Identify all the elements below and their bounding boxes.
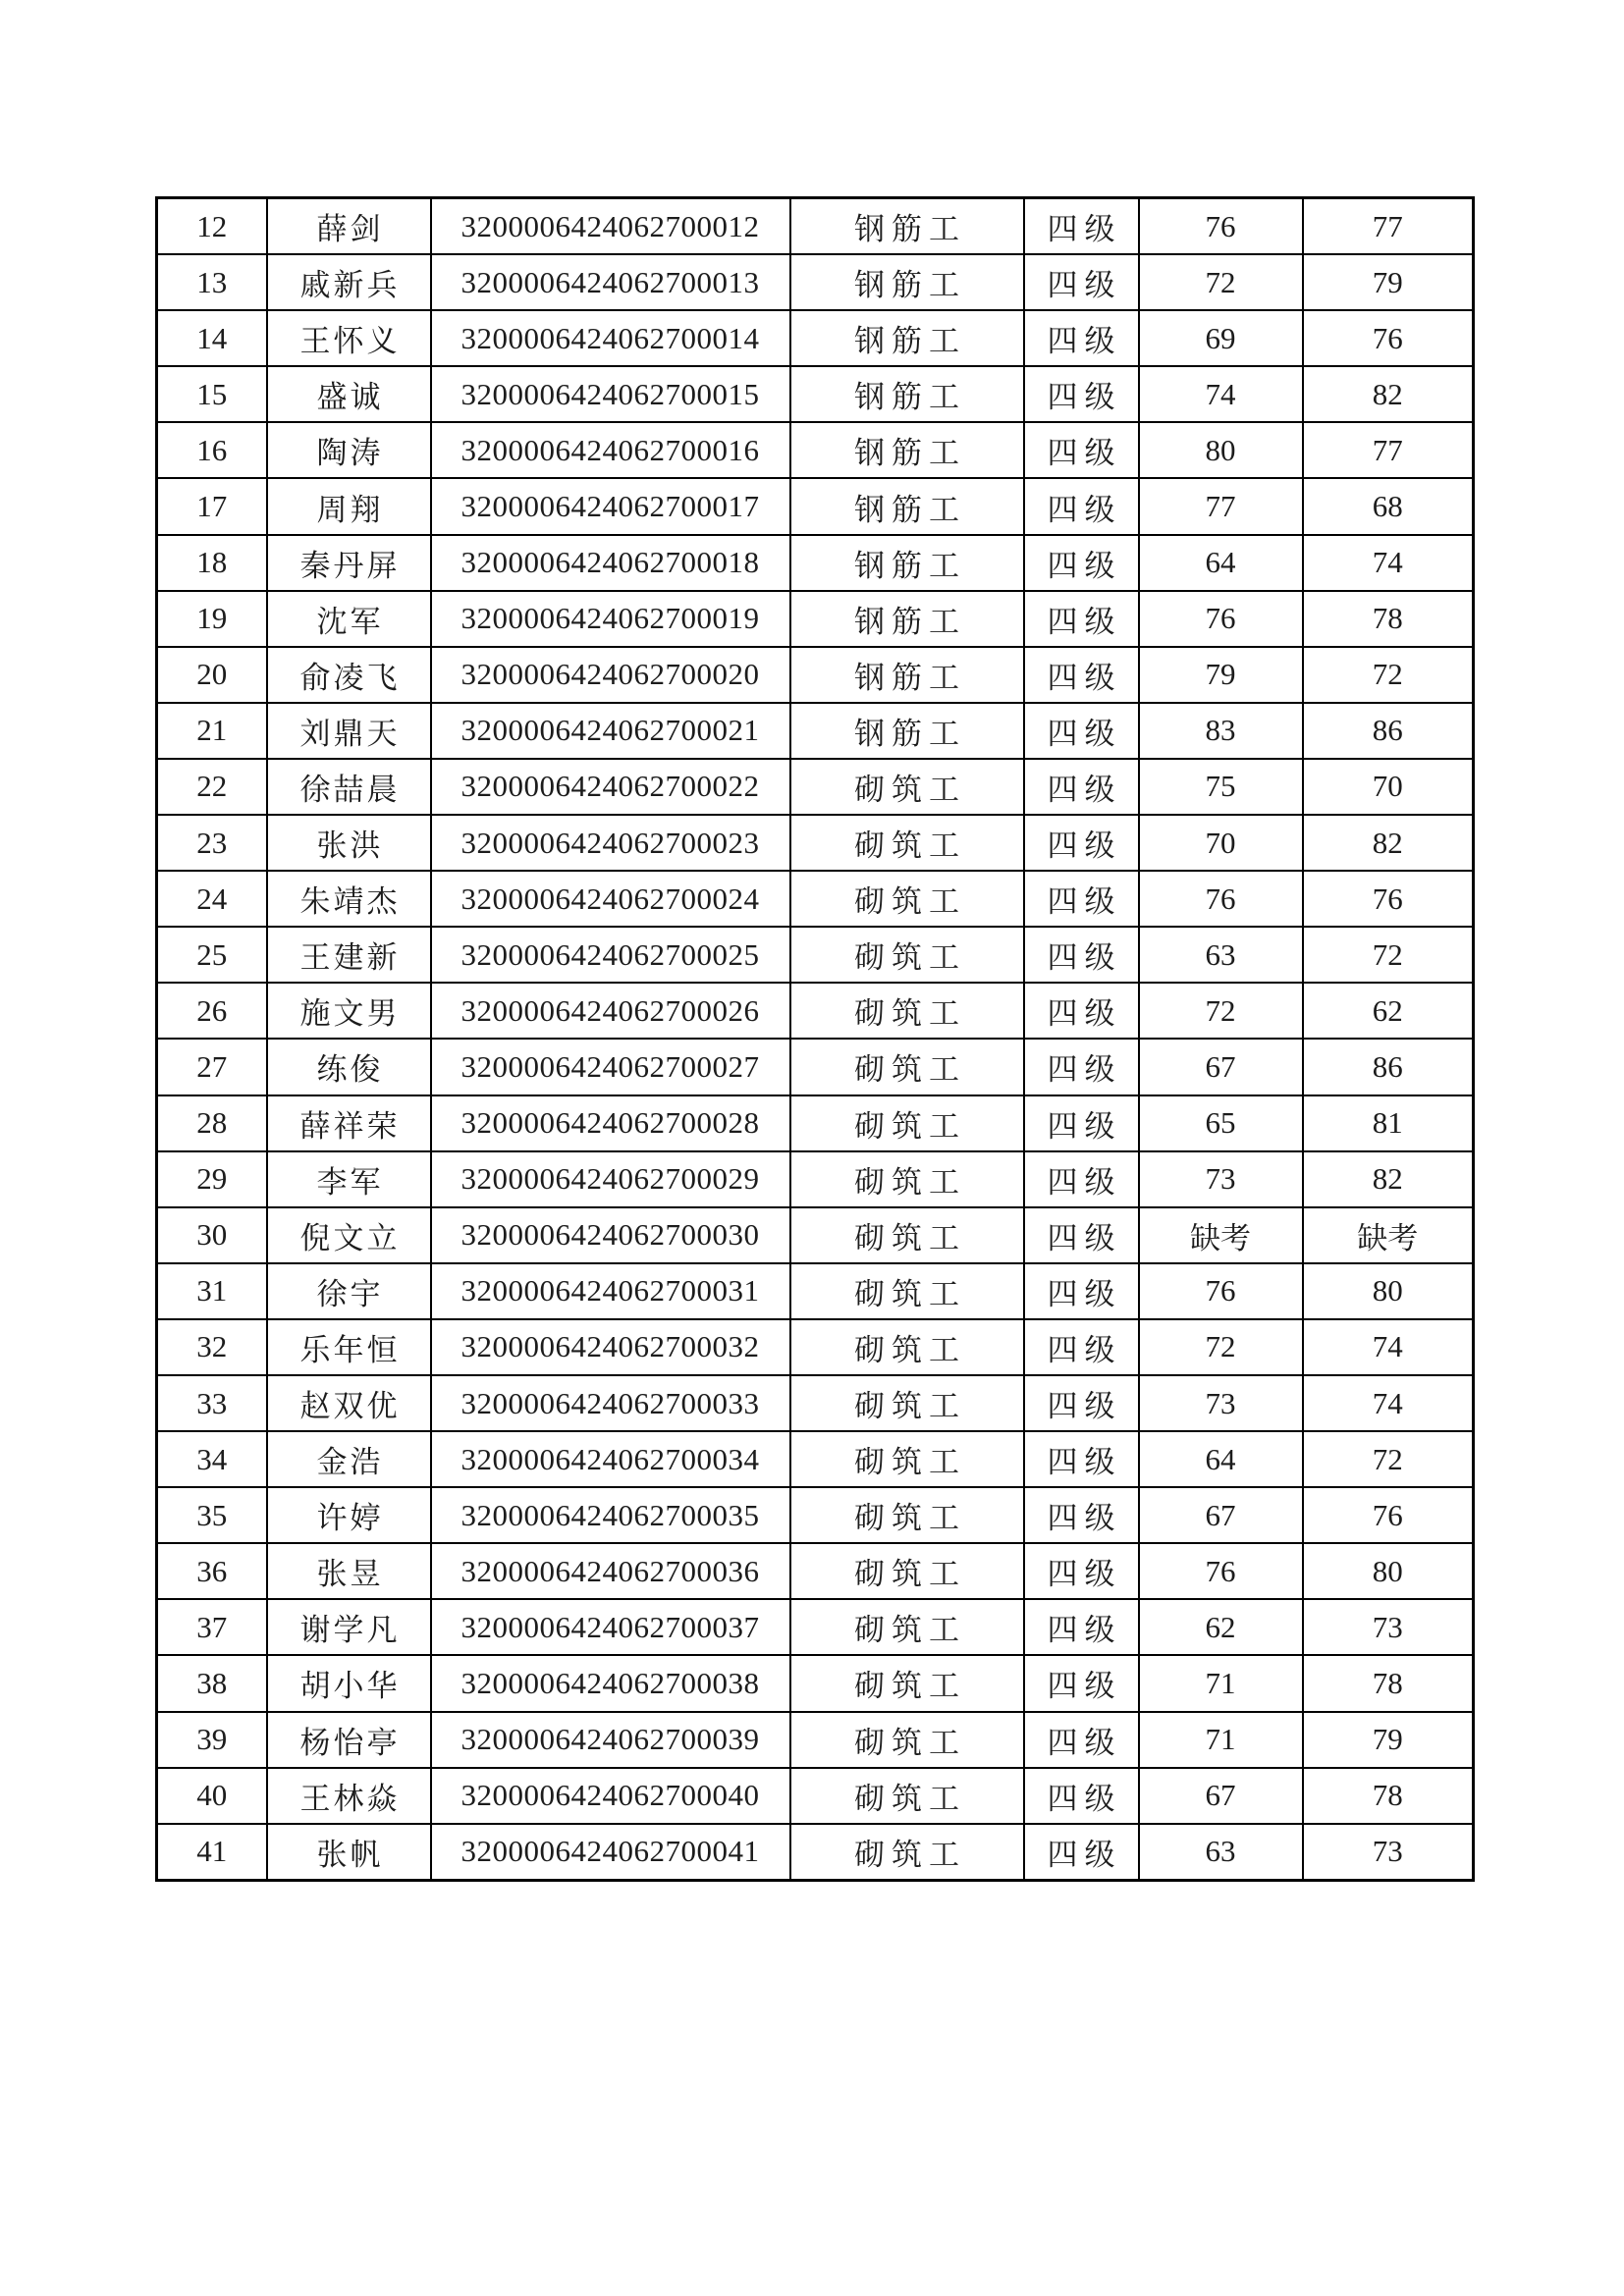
cell-sequence-number: 37	[157, 1599, 267, 1655]
cell-candidate-name: 乐年恒	[267, 1319, 431, 1375]
cell-exam-number: 3200006424062700025	[431, 927, 790, 983]
cell-level: 四级	[1024, 1263, 1139, 1319]
table-row	[157, 1599, 1474, 1655]
table-row	[157, 310, 1474, 366]
cell-level: 四级	[1024, 1655, 1139, 1711]
table-row	[157, 366, 1474, 422]
cell-practical-score: 80	[1303, 1543, 1474, 1599]
cell-exam-number: 3200006424062700029	[431, 1151, 790, 1207]
cell-level: 四级	[1024, 647, 1139, 703]
cell-practical-score: 74	[1303, 535, 1474, 591]
cell-sequence-number: 19	[157, 591, 267, 647]
cell-sequence-number: 40	[157, 1768, 267, 1824]
cell-theory-score: 64	[1139, 535, 1303, 591]
cell-exam-number: 3200006424062700027	[431, 1039, 790, 1095]
cell-sequence-number: 17	[157, 478, 267, 534]
cell-sequence-number: 33	[157, 1375, 267, 1431]
cell-theory-score: 69	[1139, 310, 1303, 366]
cell-trade: 砌筑工	[790, 1655, 1024, 1711]
cell-trade: 钢筋工	[790, 535, 1024, 591]
cell-practical-score: 68	[1303, 478, 1474, 534]
table-row	[157, 1655, 1474, 1711]
table-row	[157, 198, 1474, 255]
cell-candidate-name: 胡小华	[267, 1655, 431, 1711]
table-row	[157, 1095, 1474, 1151]
cell-theory-score: 76	[1139, 1543, 1303, 1599]
cell-exam-number: 3200006424062700012	[431, 198, 790, 255]
cell-theory-score: 72	[1139, 983, 1303, 1039]
cell-candidate-name: 刘鼎天	[267, 703, 431, 759]
table-row	[157, 1375, 1474, 1431]
cell-candidate-name: 杨怡亭	[267, 1712, 431, 1768]
cell-exam-number: 3200006424062700022	[431, 759, 790, 815]
cell-theory-score: 75	[1139, 759, 1303, 815]
cell-practical-score: 81	[1303, 1095, 1474, 1151]
cell-candidate-name: 练俊	[267, 1039, 431, 1095]
cell-trade: 钢筋工	[790, 198, 1024, 255]
cell-level: 四级	[1024, 1375, 1139, 1431]
cell-exam-number: 3200006424062700016	[431, 422, 790, 478]
cell-theory-score: 80	[1139, 422, 1303, 478]
cell-exam-number: 3200006424062700023	[431, 815, 790, 871]
cell-theory-score: 77	[1139, 478, 1303, 534]
cell-level: 四级	[1024, 1824, 1139, 1881]
table-row	[157, 647, 1474, 703]
cell-trade: 钢筋工	[790, 591, 1024, 647]
cell-practical-score: 80	[1303, 1263, 1474, 1319]
table-row	[157, 422, 1474, 478]
cell-exam-number: 3200006424062700031	[431, 1263, 790, 1319]
cell-level: 四级	[1024, 1319, 1139, 1375]
cell-candidate-name: 张帆	[267, 1824, 431, 1881]
cell-exam-number: 3200006424062700040	[431, 1768, 790, 1824]
cell-practical-score: 79	[1303, 254, 1474, 310]
cell-theory-score: 72	[1139, 1319, 1303, 1375]
cell-level: 四级	[1024, 703, 1139, 759]
cell-sequence-number: 21	[157, 703, 267, 759]
cell-level: 四级	[1024, 1712, 1139, 1768]
table-row	[157, 703, 1474, 759]
cell-candidate-name: 赵双优	[267, 1375, 431, 1431]
cell-candidate-name: 俞凌飞	[267, 647, 431, 703]
table-row	[157, 1431, 1474, 1487]
cell-exam-number: 3200006424062700019	[431, 591, 790, 647]
cell-candidate-name: 徐宇	[267, 1263, 431, 1319]
cell-level: 四级	[1024, 1207, 1139, 1263]
cell-practical-score: 74	[1303, 1375, 1474, 1431]
cell-candidate-name: 李军	[267, 1151, 431, 1207]
cell-trade: 砌筑工	[790, 1487, 1024, 1543]
cell-trade: 砌筑工	[790, 759, 1024, 815]
table-row	[157, 927, 1474, 983]
cell-practical-score: 73	[1303, 1599, 1474, 1655]
cell-practical-score: 缺考	[1303, 1207, 1474, 1263]
cell-trade: 钢筋工	[790, 647, 1024, 703]
cell-level: 四级	[1024, 478, 1139, 534]
cell-trade: 砌筑工	[790, 1599, 1024, 1655]
cell-practical-score: 77	[1303, 422, 1474, 478]
cell-sequence-number: 28	[157, 1095, 267, 1151]
cell-exam-number: 3200006424062700024	[431, 871, 790, 927]
cell-theory-score: 65	[1139, 1095, 1303, 1151]
table-row	[157, 1824, 1474, 1881]
cell-candidate-name: 王林焱	[267, 1768, 431, 1824]
cell-sequence-number: 25	[157, 927, 267, 983]
cell-exam-number: 3200006424062700039	[431, 1712, 790, 1768]
cell-sequence-number: 32	[157, 1319, 267, 1375]
table-row	[157, 535, 1474, 591]
cell-theory-score: 67	[1139, 1039, 1303, 1095]
cell-level: 四级	[1024, 1431, 1139, 1487]
cell-candidate-name: 王怀义	[267, 310, 431, 366]
cell-trade: 砌筑工	[790, 927, 1024, 983]
cell-candidate-name: 薛祥荣	[267, 1095, 431, 1151]
cell-exam-number: 3200006424062700037	[431, 1599, 790, 1655]
table-row	[157, 1151, 1474, 1207]
cell-trade: 钢筋工	[790, 310, 1024, 366]
table-row	[157, 759, 1474, 815]
cell-theory-score: 71	[1139, 1655, 1303, 1711]
cell-candidate-name: 沈军	[267, 591, 431, 647]
cell-sequence-number: 41	[157, 1824, 267, 1881]
cell-sequence-number: 18	[157, 535, 267, 591]
cell-theory-score: 70	[1139, 815, 1303, 871]
cell-level: 四级	[1024, 871, 1139, 927]
cell-level: 四级	[1024, 366, 1139, 422]
cell-trade: 砌筑工	[790, 1095, 1024, 1151]
cell-level: 四级	[1024, 254, 1139, 310]
cell-exam-number: 3200006424062700035	[431, 1487, 790, 1543]
cell-sequence-number: 13	[157, 254, 267, 310]
cell-sequence-number: 27	[157, 1039, 267, 1095]
cell-trade: 砌筑工	[790, 1431, 1024, 1487]
cell-theory-score: 76	[1139, 871, 1303, 927]
cell-practical-score: 70	[1303, 759, 1474, 815]
cell-candidate-name: 秦丹屏	[267, 535, 431, 591]
cell-sequence-number: 34	[157, 1431, 267, 1487]
cell-candidate-name: 张昱	[267, 1543, 431, 1599]
cell-candidate-name: 朱靖杰	[267, 871, 431, 927]
cell-exam-number: 3200006424062700028	[431, 1095, 790, 1151]
cell-exam-number: 3200006424062700021	[431, 703, 790, 759]
cell-exam-number: 3200006424062700018	[431, 535, 790, 591]
cell-theory-score: 缺考	[1139, 1207, 1303, 1263]
cell-sequence-number: 38	[157, 1655, 267, 1711]
cell-trade: 砌筑工	[790, 1319, 1024, 1375]
table-row	[157, 1039, 1474, 1095]
cell-theory-score: 79	[1139, 647, 1303, 703]
cell-theory-score: 64	[1139, 1431, 1303, 1487]
cell-trade: 砌筑工	[790, 815, 1024, 871]
cell-trade: 砌筑工	[790, 1151, 1024, 1207]
cell-level: 四级	[1024, 1487, 1139, 1543]
cell-practical-score: 72	[1303, 927, 1474, 983]
cell-sequence-number: 35	[157, 1487, 267, 1543]
cell-level: 四级	[1024, 927, 1139, 983]
cell-level: 四级	[1024, 422, 1139, 478]
table-row	[157, 983, 1474, 1039]
cell-practical-score: 77	[1303, 198, 1474, 255]
cell-theory-score: 73	[1139, 1375, 1303, 1431]
cell-trade: 砌筑工	[790, 983, 1024, 1039]
cell-trade: 砌筑工	[790, 871, 1024, 927]
cell-level: 四级	[1024, 1543, 1139, 1599]
cell-trade: 砌筑工	[790, 1543, 1024, 1599]
cell-exam-number: 3200006424062700026	[431, 983, 790, 1039]
cell-practical-score: 72	[1303, 647, 1474, 703]
cell-exam-number: 3200006424062700015	[431, 366, 790, 422]
cell-theory-score: 76	[1139, 1263, 1303, 1319]
cell-exam-number: 3200006424062700030	[431, 1207, 790, 1263]
cell-level: 四级	[1024, 759, 1139, 815]
cell-exam-number: 3200006424062700041	[431, 1824, 790, 1881]
table-row	[157, 1207, 1474, 1263]
exam-results-table	[155, 196, 1475, 1882]
cell-exam-number: 3200006424062700038	[431, 1655, 790, 1711]
cell-theory-score: 76	[1139, 198, 1303, 255]
cell-theory-score: 74	[1139, 366, 1303, 422]
cell-practical-score: 74	[1303, 1319, 1474, 1375]
cell-sequence-number: 36	[157, 1543, 267, 1599]
cell-level: 四级	[1024, 1599, 1139, 1655]
table-row	[157, 1487, 1474, 1543]
cell-candidate-name: 薛剑	[267, 198, 431, 255]
cell-level: 四级	[1024, 983, 1139, 1039]
cell-sequence-number: 15	[157, 366, 267, 422]
cell-trade: 钢筋工	[790, 478, 1024, 534]
cell-practical-score: 86	[1303, 703, 1474, 759]
cell-candidate-name: 戚新兵	[267, 254, 431, 310]
cell-theory-score: 63	[1139, 927, 1303, 983]
cell-theory-score: 67	[1139, 1487, 1303, 1543]
cell-practical-score: 82	[1303, 366, 1474, 422]
cell-trade: 钢筋工	[790, 254, 1024, 310]
cell-theory-score: 62	[1139, 1599, 1303, 1655]
table-row	[157, 871, 1474, 927]
cell-practical-score: 82	[1303, 1151, 1474, 1207]
cell-practical-score: 79	[1303, 1712, 1474, 1768]
cell-sequence-number: 20	[157, 647, 267, 703]
cell-sequence-number: 24	[157, 871, 267, 927]
cell-exam-number: 3200006424062700013	[431, 254, 790, 310]
cell-trade: 钢筋工	[790, 422, 1024, 478]
cell-level: 四级	[1024, 310, 1139, 366]
cell-sequence-number: 22	[157, 759, 267, 815]
cell-sequence-number: 39	[157, 1712, 267, 1768]
cell-sequence-number: 31	[157, 1263, 267, 1319]
table-row	[157, 1319, 1474, 1375]
cell-candidate-name: 王建新	[267, 927, 431, 983]
cell-candidate-name: 谢学凡	[267, 1599, 431, 1655]
cell-theory-score: 76	[1139, 591, 1303, 647]
table-row	[157, 1712, 1474, 1768]
cell-trade: 砌筑工	[790, 1207, 1024, 1263]
cell-trade: 砌筑工	[790, 1375, 1024, 1431]
cell-practical-score: 73	[1303, 1824, 1474, 1881]
cell-level: 四级	[1024, 1095, 1139, 1151]
cell-sequence-number: 30	[157, 1207, 267, 1263]
cell-sequence-number: 14	[157, 310, 267, 366]
cell-theory-score: 83	[1139, 703, 1303, 759]
cell-exam-number: 3200006424062700036	[431, 1543, 790, 1599]
cell-practical-score: 78	[1303, 1768, 1474, 1824]
cell-sequence-number: 12	[157, 198, 267, 255]
table-row	[157, 1768, 1474, 1824]
cell-sequence-number: 16	[157, 422, 267, 478]
cell-level: 四级	[1024, 815, 1139, 871]
cell-candidate-name: 徐喆晨	[267, 759, 431, 815]
cell-exam-number: 3200006424062700033	[431, 1375, 790, 1431]
cell-level: 四级	[1024, 1768, 1139, 1824]
cell-practical-score: 86	[1303, 1039, 1474, 1095]
cell-trade: 钢筋工	[790, 366, 1024, 422]
cell-level: 四级	[1024, 1039, 1139, 1095]
cell-candidate-name: 施文男	[267, 983, 431, 1039]
cell-practical-score: 78	[1303, 591, 1474, 647]
cell-candidate-name: 周翔	[267, 478, 431, 534]
cell-exam-number: 3200006424062700020	[431, 647, 790, 703]
cell-candidate-name: 盛诚	[267, 366, 431, 422]
cell-exam-number: 3200006424062700034	[431, 1431, 790, 1487]
cell-level: 四级	[1024, 535, 1139, 591]
cell-practical-score: 82	[1303, 815, 1474, 871]
cell-theory-score: 67	[1139, 1768, 1303, 1824]
cell-trade: 砌筑工	[790, 1263, 1024, 1319]
cell-candidate-name: 倪文立	[267, 1207, 431, 1263]
cell-theory-score: 71	[1139, 1712, 1303, 1768]
table-row	[157, 254, 1474, 310]
table-row	[157, 1543, 1474, 1599]
cell-theory-score: 72	[1139, 254, 1303, 310]
cell-practical-score: 76	[1303, 1487, 1474, 1543]
cell-candidate-name: 张洪	[267, 815, 431, 871]
cell-trade: 砌筑工	[790, 1712, 1024, 1768]
cell-level: 四级	[1024, 198, 1139, 255]
cell-practical-score: 76	[1303, 310, 1474, 366]
cell-trade: 钢筋工	[790, 703, 1024, 759]
cell-sequence-number: 23	[157, 815, 267, 871]
cell-level: 四级	[1024, 591, 1139, 647]
cell-sequence-number: 29	[157, 1151, 267, 1207]
cell-trade: 砌筑工	[790, 1824, 1024, 1881]
cell-practical-score: 76	[1303, 871, 1474, 927]
cell-exam-number: 3200006424062700032	[431, 1319, 790, 1375]
cell-theory-score: 63	[1139, 1824, 1303, 1881]
cell-practical-score: 72	[1303, 1431, 1474, 1487]
cell-practical-score: 62	[1303, 983, 1474, 1039]
cell-theory-score: 73	[1139, 1151, 1303, 1207]
cell-candidate-name: 许婷	[267, 1487, 431, 1543]
table-row	[157, 1263, 1474, 1319]
cell-practical-score: 78	[1303, 1655, 1474, 1711]
cell-exam-number: 3200006424062700017	[431, 478, 790, 534]
cell-level: 四级	[1024, 1151, 1139, 1207]
cell-sequence-number: 26	[157, 983, 267, 1039]
cell-candidate-name: 金浩	[267, 1431, 431, 1487]
cell-exam-number: 3200006424062700014	[431, 310, 790, 366]
cell-trade: 砌筑工	[790, 1768, 1024, 1824]
table-row	[157, 478, 1474, 534]
cell-candidate-name: 陶涛	[267, 422, 431, 478]
table-row	[157, 815, 1474, 871]
table-row	[157, 591, 1474, 647]
cell-trade: 砌筑工	[790, 1039, 1024, 1095]
